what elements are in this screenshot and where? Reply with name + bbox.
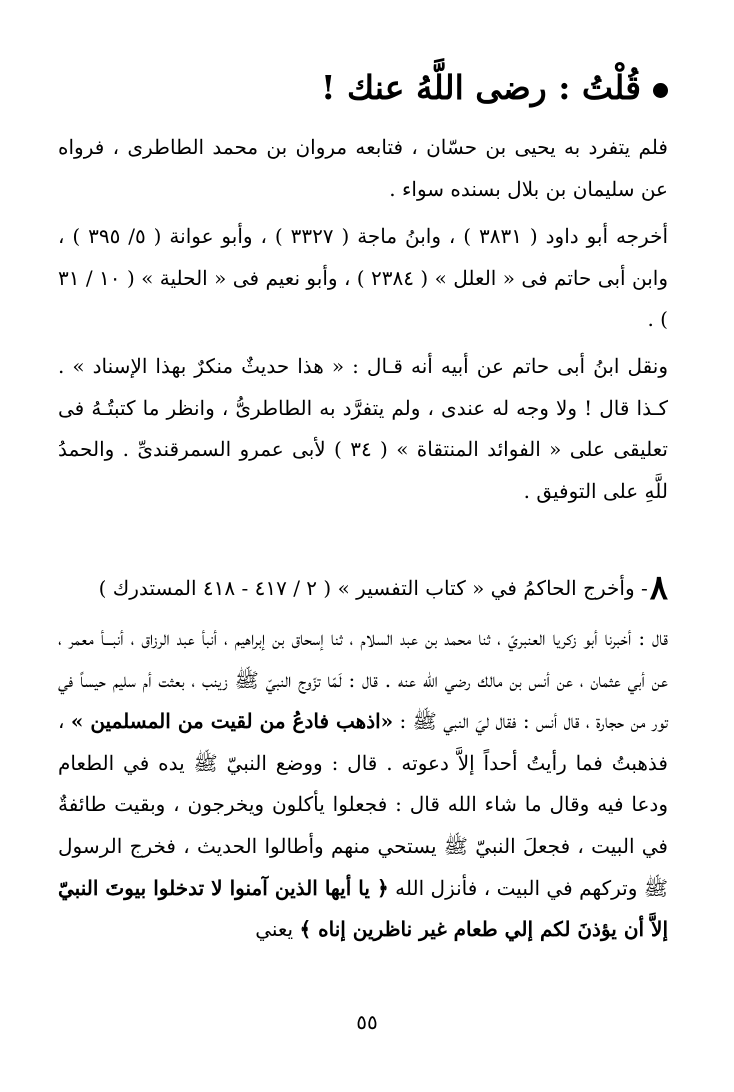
- paragraph-5-bold-b: ﴿ يا أيها الذين آمنوا لا تدخلوا بيوتَ النبيّ إلاَّ أن يؤذنَ لكم إلي طعام غير ناظرين إناه ﴾: [58, 875, 668, 942]
- section-heading: [58, 62, 668, 114]
- paragraph-5-bold-a: «اذهب فادعُ من لقيت من المسلمين »: [70, 709, 394, 734]
- bullet-icon: [653, 83, 668, 98]
- paragraph-1: فلم يتفرد به يحيى بن حسّان ، فتابعه مروان بن محمد الطاطرى ، فرواه عن سليمان بن بلال بسنده سواء .: [58, 135, 668, 201]
- section-title-text: - وأخرج الحاكمُ في « كتاب التفسير » ( ٢ / ٤١٧ - ٤١٨ المستدرك ): [98, 576, 648, 600]
- section-number: ٨: [649, 568, 668, 608]
- paragraph-5-text-a: قال : أخبرنا أبو زكريا العنبريّ ، ثنا محمد بن عبد السلام ، ثنا إسحاق بن إبراهيم ، أنبأ عبد الرزاق ، أنبـــأ معمر ، عن أبي عثمان ، عن أنس بن مالك رضي الله عنه . قال : لَمّا تزّوج النبيّ ﷺ زينب ، بعثت أم سليم حيساً في تور من حجارة ، قال أنس : فقال ليَ النبي ﷺ :: [58, 626, 668, 734]
- paragraph-5: [58, 618, 668, 951]
- paragraph-2: أخرجه أبو داود ( ٣٨٣١ ) ، وابنُ ماجة ( ٣٣٢٧ ) ، وأبو عوانة ( ٥/ ٣٩٥ ) ، وابن أبى حاتم فى « العلل » ( ٢٣٨٤ ) ، وأبو نعيم فى « الحلية » ( ١٠ / ٣١ ) .: [58, 224, 669, 331]
- heading-text: قُلْتُ : رضى اللَّهُ عنك !: [321, 68, 641, 107]
- page-body: [58, 0, 668, 1092]
- paragraph-5-text-b: ، فذهبتُ فما رأيتُ أحداً إلاَّ دعوته . قال : ووضع النبيّ ﷺ يده في الطعام ودعا فيه وقال ما شاء الله قال : فجعلوا يأكلون ويخرجون ، وبقيت طائفةٌ في البيت ، فجعلَ النبيّ ﷺ يستحي منهم وأطالوا الحديث ، فخرج الرسول ﷺ وتركهم في البيت ، فأنزل الله: [58, 709, 668, 900]
- page-number: ٥٥: [356, 1010, 378, 1034]
- section-title: [58, 568, 668, 610]
- paragraph-5-text-c: يعني: [255, 917, 300, 942]
- paragraph-3: ونقل ابنُ أبى حاتم عن أبيه أنه قـال : « هذا حديثٌ منكرٌ بهذا الإسناد » . كـذا قال ! ولا وجه له عندى ، ولم يتفرَّد به الطاطرىُّ ، وانظر ما كتبتُـهُ فى تعليقى على « الفوائد المنتقاة » ( ٣٤ ) لأبى عمرو السمرقندىِّ . والحمدُ للَّهِ على التوفيق .: [58, 354, 668, 503]
